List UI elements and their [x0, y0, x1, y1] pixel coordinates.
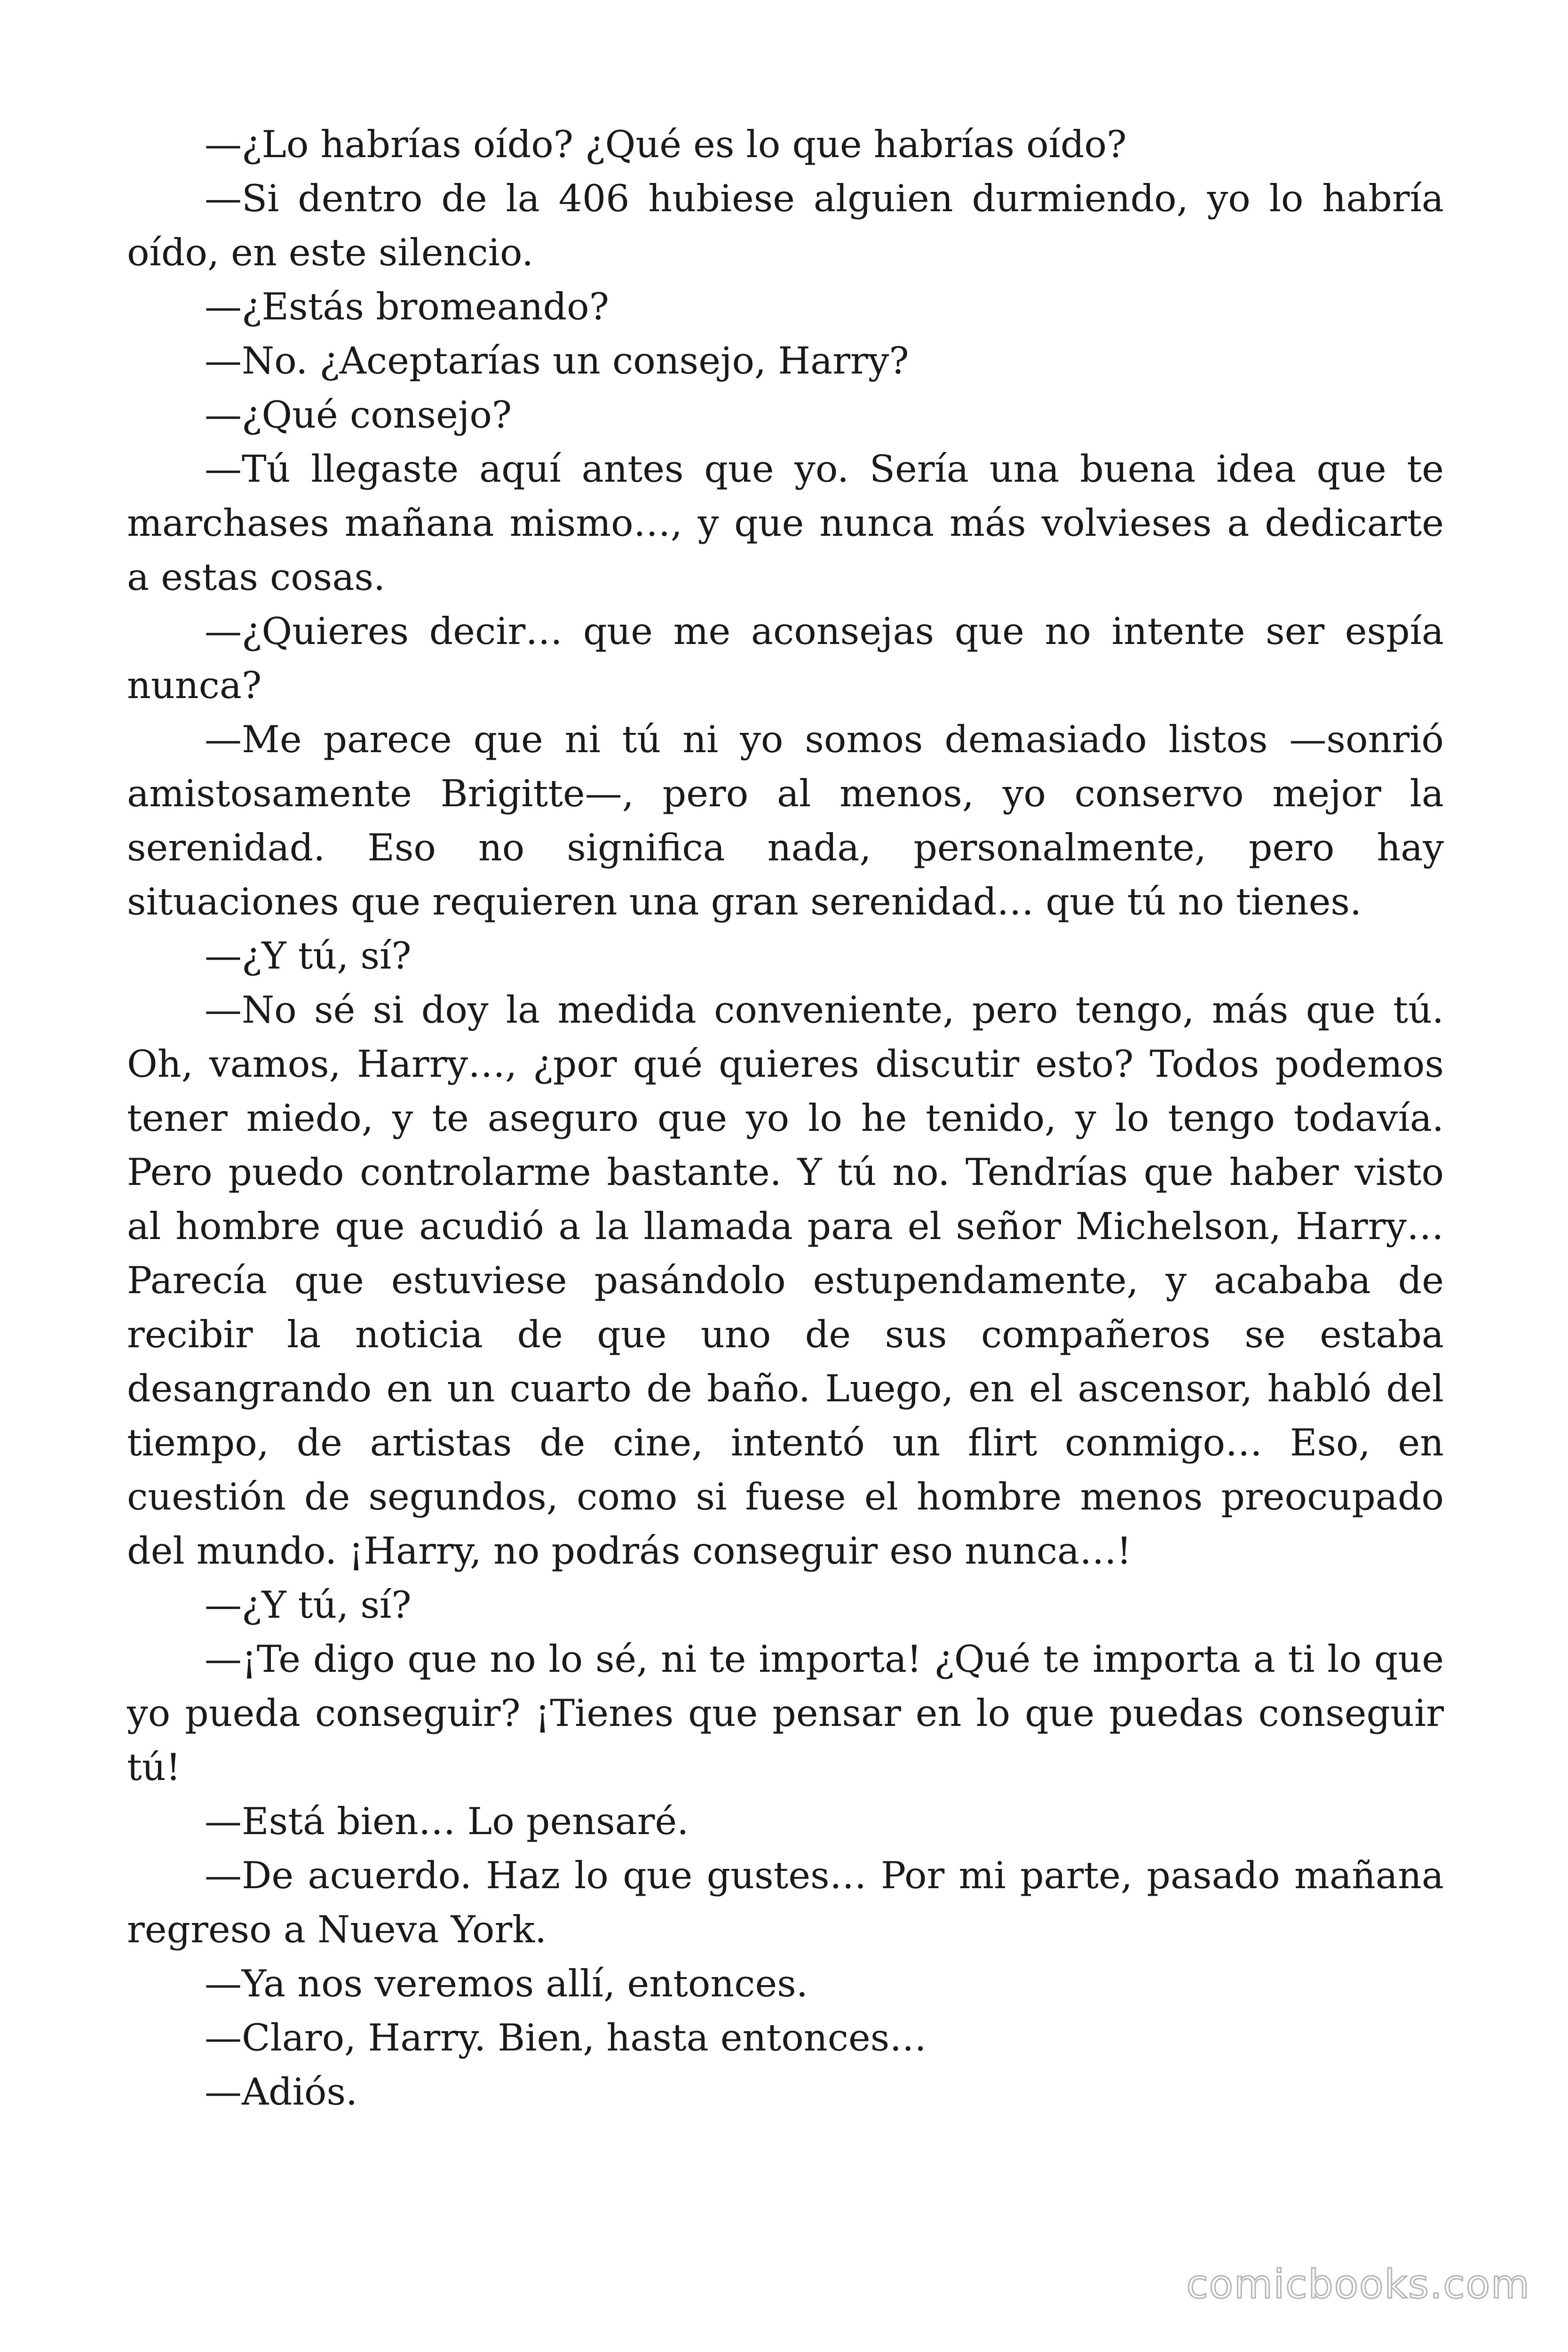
paragraph: —Me parece que ni tú ni yo somos demasiado listos —sonrió amistosamente Brigitte—, pero al menos, yo conservo mejor la serenidad. Eso no significa nada, personalmente, pero hay situaciones que requieren una gran serenidad… que tú no tienes.	[127, 718, 1444, 923]
watermark: comicbooks.com	[1186, 2261, 1530, 2307]
paragraph: —Claro, Harry. Bien, hasta entonces…	[205, 2016, 927, 2059]
paragraph: —¿Y tú, sí?	[205, 934, 412, 977]
page-body	[127, 118, 1444, 2119]
paragraph: —¿Qué consejo?	[205, 393, 512, 437]
paragraph: —No. ¿Aceptarías un consejo, Harry?	[205, 339, 909, 382]
paragraph: —¡Te digo que no lo sé, ni te importa! ¿Qué te importa a ti lo que yo pueda conseguir? ¡Tienes que pensar en lo que puedas conseguir tú!	[127, 1637, 1444, 1789]
paragraph: —¿Lo habrías oído? ¿Qué es lo que habrías oído?	[205, 123, 1127, 166]
paragraph: —¿Y tú, sí?	[205, 1583, 412, 1627]
paragraph: —Si dentro de la 406 hubiese alguien durmiendo, yo lo habría oído, en este silencio.	[127, 177, 1444, 274]
paragraph: —Adiós.	[205, 2070, 358, 2114]
paragraph: —Está bien… Lo pensaré.	[205, 1800, 689, 1843]
paragraph: —¿Estás bromeando?	[205, 285, 610, 328]
paragraph: —De acuerdo. Haz lo que gustes… Por mi parte, pasado mañana regreso a Nueva York.	[127, 1854, 1444, 1951]
paragraph: —¿Quieres decir… que me aconsejas que no intente ser espía nunca?	[127, 610, 1444, 707]
paragraph: —Ya nos veremos allí, entonces.	[205, 1962, 808, 2005]
paragraph: —No sé si doy la medida conveniente, pero tengo, más que tú. Oh, vamos, Harry…, ¿por qué quieres discutir esto? Todos podemos tener miedo, y te aseguro que yo lo he tenido, y lo tengo todavía. Pero puedo controlarme bastante. Y tú no. Tendrías que haber visto al hombre que acudió a la llamada para el señor Michelson, Harry… Parecía que estuviese pasándolo estupendamente, y acababa de recibir la noticia de que uno de sus compañeros se estaba desangrando en un cuarto de baño. Luego, en el ascensor, habló del tiempo, de artistas de cine, intentó un flirt conmigo… Eso, en cuestión de segundos, como si fuese el hombre menos preocupado del mundo. ¡Harry, no podrás conseguir eso nunca…!	[127, 988, 1444, 1573]
paragraph: —Tú llegaste aquí antes que yo. Sería una buena idea que te marchases mañana mismo…, y que nunca más volvieses a dedicarte a estas cosas.	[127, 447, 1444, 599]
